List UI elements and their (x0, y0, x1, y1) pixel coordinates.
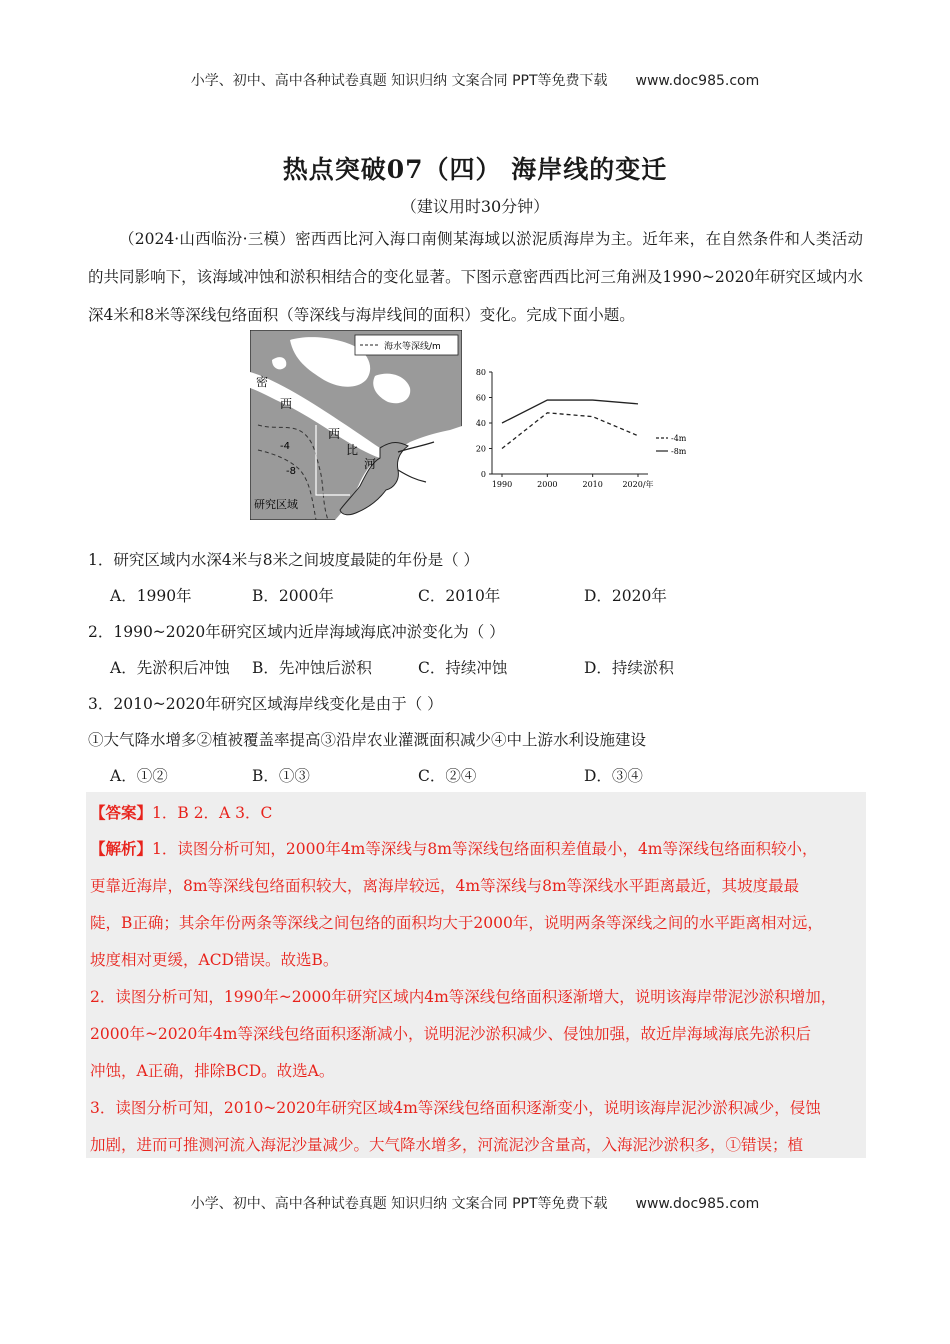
map-legend-text: 海水等深线/m (384, 342, 441, 352)
page-header (0, 70, 950, 90)
analysis-line: 坡度相对更缓，ACD错误。故选B。 (90, 951, 339, 969)
map-label: 比 (346, 443, 359, 457)
question-2: 2．1990~2020年研究区域内近岸海域海底冲淤变化为（ ） (88, 623, 505, 641)
page-subtitle: （建议用时30分钟） (400, 197, 550, 216)
map-label: 西 (280, 397, 293, 411)
q3-option-c[interactable]: C．②④ (418, 767, 477, 785)
y-tick-label: 80 (475, 368, 486, 377)
delta-map (250, 330, 462, 520)
q2-option-c[interactable]: C．持续冲蚀 (418, 659, 508, 677)
q3-option-b[interactable]: B．①③ (252, 767, 310, 785)
y-tick-label: 0 (480, 470, 486, 479)
analysis-line: 2000年~2020年4m等深线包络面积逐渐减小，说明泥沙淤积减少、侵蚀加强，故近岸海域海底先淤积后 (90, 1025, 811, 1043)
q3-option-d[interactable]: D．③④ (584, 767, 643, 785)
x-tick-label: 2010 (582, 480, 603, 489)
answer-label: 【答案】 (90, 803, 153, 822)
y-tick-label: 20 (475, 444, 486, 454)
answer-text: 1．B 2．A 3．C (152, 804, 273, 822)
question-3: 3．2010~2020年研究区域海岸线变化是由于（ ） (88, 695, 443, 713)
area-chart (466, 366, 686, 496)
legend-label: -4m (671, 434, 686, 443)
q3-option-a[interactable]: A．①② (110, 767, 168, 785)
analysis-line: 2．读图分析可知，1990年~2000年研究区域内4m等深线包络面积逐渐增大，说明该海岸带泥沙淤积增加， (90, 988, 837, 1006)
page-title: 热点突破07（四） 海岸线的变迁 (282, 155, 668, 184)
depth-label: -4 (280, 441, 290, 452)
figure (248, 330, 688, 522)
series-line--8m (502, 400, 638, 423)
intro-paragraph: （2024·山西临汾·三模）密西西比河入海口南侧某海域以淤泥质海岸为主。近年来，在自然条件和人类活动的共同影响下，该海域冲蚀和淤积相结合的变化显著。下图示意密西西比河三角洲及1990~2020年研究区域内水深4米和8米等深线包络面积（等深线与海岸线间的面积）变化。完成下面小题。 (88, 230, 863, 324)
footer-text: 小学、初中、高中各种试卷真题 知识归纳 文案合同 PPT等免费下载 (190, 1196, 608, 1212)
question-1: 1．研究区域内水深4米与8米之间坡度最陡的年份是（ ） (88, 551, 480, 569)
map-label: 密 (256, 375, 269, 389)
q1-option-a[interactable]: A．1990年 (110, 587, 192, 605)
map-label: 西 (328, 427, 341, 441)
map-label: 河 (364, 457, 377, 471)
answer-line (90, 801, 272, 823)
x-tick-label: 1990 (491, 480, 513, 489)
analysis-line: 更靠近海岸，8m等深线包络面积较大，离海岸较远，4m等深线与8m等深线水平距离最近，其坡度最最 (90, 877, 800, 895)
y-tick-label: 40 (475, 419, 486, 428)
analysis-label: 【解析】 (90, 839, 153, 858)
q1-option-d[interactable]: D．2020年 (584, 587, 667, 605)
analysis-text: 1．读图分析可知，2000年4m等深线与8m等深线包络面积差值最小，4m等深线包络面积较小， (152, 840, 818, 858)
analysis-line: 陡，B正确；其余年份两条等深线之间包络的面积均大于2000年，说明两条等深线之间的水平距离相对远， (90, 914, 823, 932)
series-line--4m (502, 413, 638, 449)
question-3-statements: ①大气降水增多②植被覆盖率提高③沿岸农业灌溉面积减少④中上游水利设施建设 (88, 731, 647, 749)
analysis-line: 冲蚀，A正确，排除BCD。故选A。 (90, 1062, 335, 1080)
y-tick-label: 60 (475, 393, 486, 403)
q2-option-b[interactable]: B．先冲蚀后淤积 (252, 659, 372, 677)
analysis-line (90, 837, 818, 859)
header-text: 小学、初中、高中各种试卷真题 知识归纳 文案合同 PPT等免费下载 (190, 73, 608, 89)
study-region-label: 研究区域 (254, 498, 298, 511)
x-tick-label: 2000 (537, 480, 558, 489)
q2-option-d[interactable]: D．持续淤积 (584, 659, 674, 677)
q1-option-b[interactable]: B．2000年 (252, 587, 334, 605)
x-tick-label: 2020/年 (622, 480, 654, 489)
depth-label: -8 (286, 466, 296, 477)
q2-option-a[interactable]: A．先淤积后冲蚀 (110, 659, 230, 677)
q1-option-c[interactable]: C．2010年 (418, 587, 501, 605)
analysis-line: 3．读图分析可知，2010~2020年研究区域4m等深线包络面积逐渐变小，说明该海岸泥沙淤积减少，侵蚀 (90, 1099, 821, 1117)
analysis-line: 加剧，进而可推测河流入海泥沙量减少。大气降水增多，河流泥沙含量高，入海泥沙淤积多，①错误；植 (90, 1136, 804, 1154)
header-site[interactable]: www.doc985.com (635, 73, 760, 89)
footer-site[interactable]: www.doc985.com (635, 1196, 760, 1212)
page-footer (0, 1193, 950, 1213)
legend-label: -8m (671, 447, 686, 456)
